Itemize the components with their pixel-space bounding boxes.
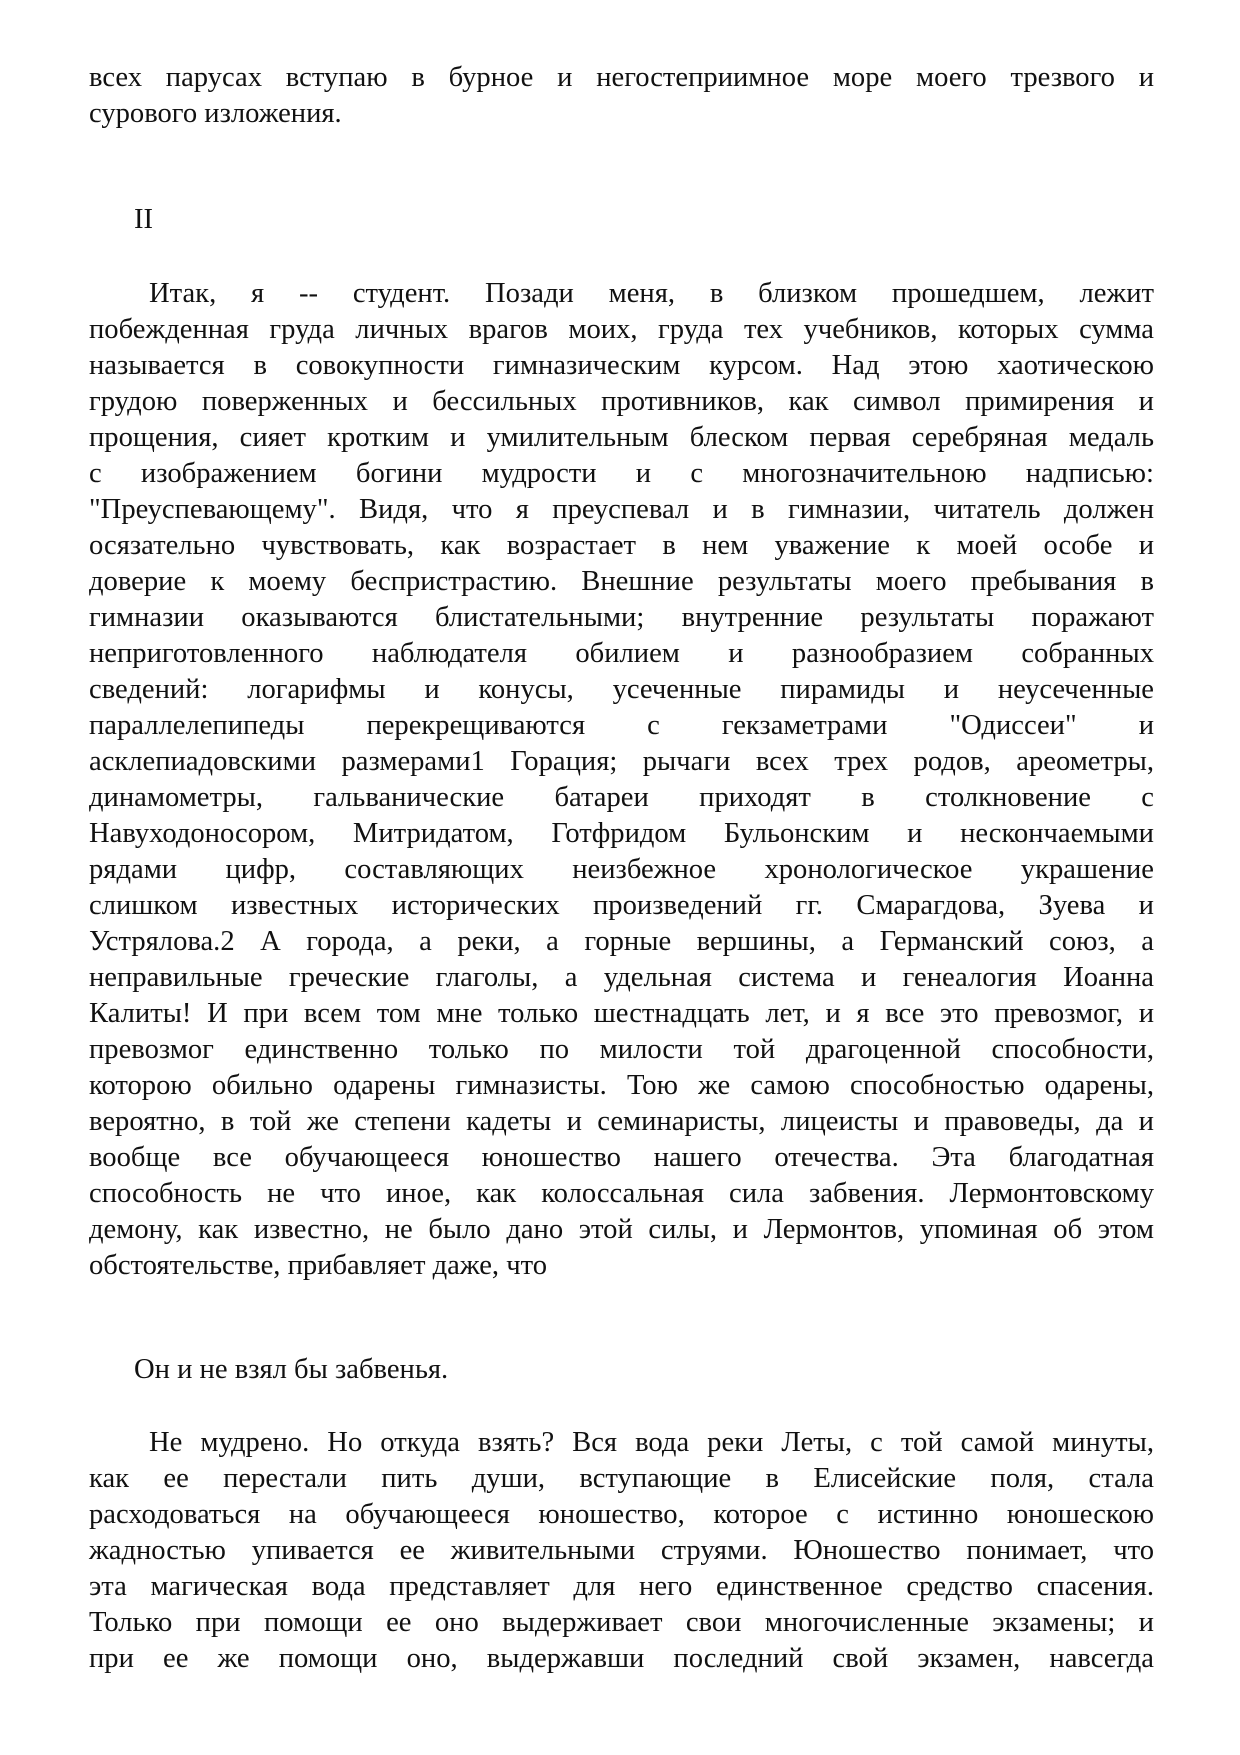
text-line: побежденная груда личных врагов моих, груда тех учебников, которых сумма [89,314,1154,345]
text-line: Не мудрено. Но откуда взять? Вся вода реки Леты, с той самой минуты, [149,1427,1154,1458]
text-line: гимназии оказываются блистательными; внутренние результаты поражают [89,602,1154,633]
text-line: параллелепипеды перекрещиваются с гекзаметрами "Одиссеи" и [89,710,1154,741]
text-line: Итак, я -- студент. Позади меня, в близком прошедшем, лежит [149,278,1154,309]
text-line: грудою поверженных и бессильных противников, как символ примирения и [89,386,1154,417]
text-line: сурового изложения. [89,98,342,129]
text-line: демону, как известно, не было дано этой силы, и Лермонтов, упоминая об этом [89,1214,1154,1245]
text-line: "Преуспевающему". Видя, что я преуспевал и в гимназии, читатель должен [89,494,1154,525]
quote-line: Он и не взял бы забвенья. [134,1354,449,1385]
text-line: Только при помощи ее оно выдерживает свои многочисленные экзамены; и [89,1607,1154,1638]
text-line: осязательно чувствовать, как возрастает в нем уважение к моей особе и [89,530,1154,561]
paragraph-main [89,276,1154,1284]
paragraph-bottom [89,1425,1154,1677]
text-line: превозмог единственно только по милости той драгоценной способности, [89,1034,1154,1065]
text-line: динамометры, гальванические батареи приходят в столкновение с [89,782,1154,813]
text-line: обстоятельстве, прибавляет даже, что [89,1250,547,1281]
text-line: рядами цифр, составляющих неизбежное хронологическое украшение [89,854,1154,885]
text-line: как ее перестали пить души, вступающие в Елисейские поля, стала [89,1463,1154,1494]
text-line: неприготовленного наблюдателя обилием и разнообразием собранных [89,638,1154,669]
text-line: вероятно, в той же степени кадеты и семинаристы, лицеисты и правоведы, да и [89,1106,1154,1137]
text-line: расходоваться на обучающееся юношество, которое с истинно юношескою [89,1499,1154,1530]
text-line: которою обильно одарены гимназисты. Тою же самою способностью одарены, [89,1070,1154,1101]
text-line: асклепиадовскими размерами1 Горация; рычаги всех трех родов, ареометры, [89,746,1154,777]
text-line: сведений: логарифмы и конусы, усеченные пирамиды и неусеченные [89,674,1154,705]
text-line: Устрялова.2 А города, а реки, а горные вершины, а Германский союз, а [89,926,1154,957]
text-line: слишком известных исторических произведений гг. Смарагдова, Зуева и [89,890,1154,921]
text-line: Калиты! И при всем том мне только шестнадцать лет, и я все это превозмог, и [89,998,1154,1029]
text-line: называется в совокупности гимназическим курсом. Над этою хаотическою [89,350,1154,381]
text-line: способность не что иное, как колоссальная сила забвения. Лермонтовскому [89,1178,1154,1209]
text-line: жадностью упивается ее живительными струями. Юношество понимает, что [89,1535,1154,1566]
paragraph-top [89,60,1154,132]
text-line: с изображением богини мудрости и с многозначительною надписью: [89,458,1154,489]
text-line: Навуходоносором, Митридатом, Готфридом Бульонским и нескончаемыми [89,818,1154,849]
section-heading: II [134,204,154,235]
text-line: прощения, сияет кротким и умилительным блеском первая серебряная медаль [89,422,1154,453]
text-line: вообще все обучающееся юношество нашего отечества. Эта благодатная [89,1142,1154,1173]
text-line: эта магическая вода представляет для него единственное средство спасения. [89,1571,1154,1602]
text-line: доверие к моему беспристрастию. Внешние результаты моего пребывания в [89,566,1154,597]
text-line: при ее же помощи оно, выдержавши последний свой экзамен, навсегда [89,1643,1154,1674]
text-line: неправильные греческие глаголы, а удельная система и генеалогия Иоанна [89,962,1154,993]
text-line: всех парусах вступаю в бурное и негостеприимное море моего трезвого и [89,62,1154,93]
